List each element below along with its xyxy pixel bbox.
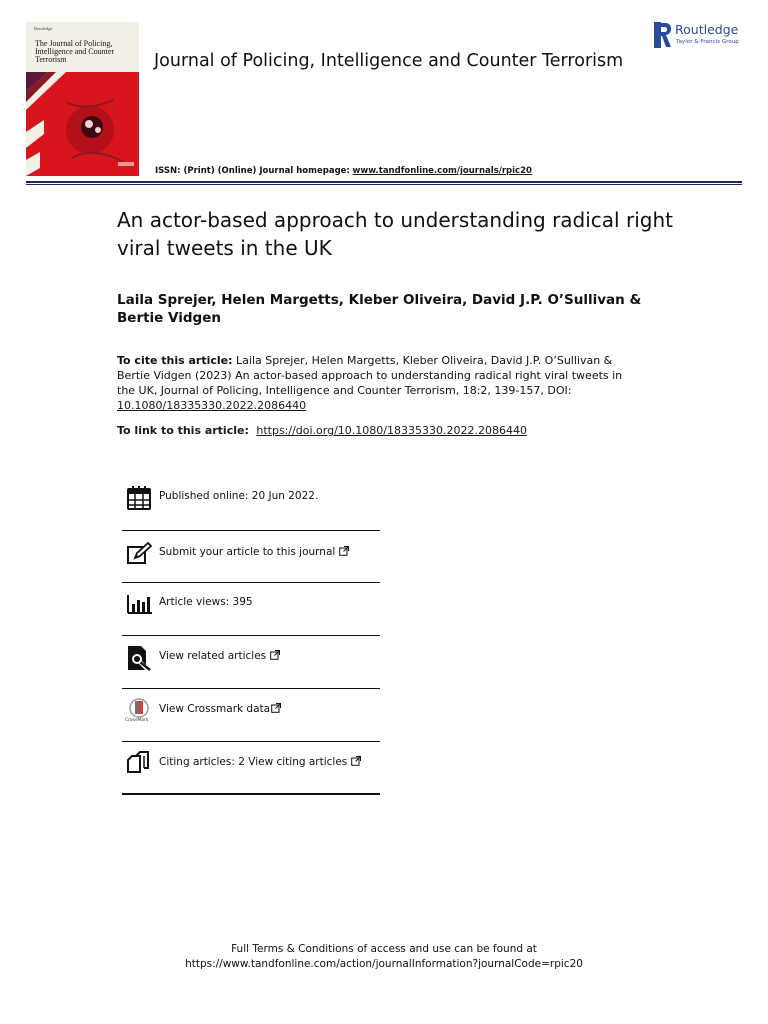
journal-title[interactable]: Journal of Policing, Intelligence and Counter Terrorism — [154, 51, 624, 71]
article-link-line — [117, 423, 527, 438]
info-divider — [122, 688, 380, 689]
terms-url[interactable]: https://www.tandfonline.com/action/journalInformation?journalCode=rpic20 — [185, 958, 583, 970]
search-document-icon — [126, 645, 152, 671]
published-online-text: Published online: 20 Jun 2022. — [159, 490, 319, 502]
cite-label: To cite this article: — [117, 354, 233, 367]
crossmark-row[interactable] — [122, 691, 380, 729]
published-online-row — [122, 478, 380, 516]
citing-articles-link[interactable]: Citing articles: 2 View citing articles — [159, 756, 361, 768]
citing-articles-icon — [126, 751, 152, 777]
cite-doi-link[interactable]: 10.1080/18335330.2022.2086440 — [117, 399, 307, 412]
cover-publisher: Routledge — [34, 26, 53, 31]
routledge-r-icon — [654, 22, 672, 48]
info-divider — [122, 793, 380, 795]
publisher-name: Routledge — [675, 22, 739, 37]
related-articles-link[interactable]: View related articles — [159, 650, 280, 662]
external-link-icon — [339, 546, 349, 556]
related-articles-row[interactable] — [122, 638, 380, 676]
crossmark-link[interactable]: View Crossmark data — [159, 703, 281, 715]
cover-title: The Journal of Policing, Intelligence and Counter Terrorism — [35, 39, 115, 64]
citation-block — [117, 353, 637, 413]
info-divider — [122, 741, 380, 742]
article-views-row — [122, 584, 380, 622]
submit-article-row[interactable] — [122, 534, 380, 572]
header-divider — [26, 181, 742, 183]
info-divider — [122, 530, 380, 531]
info-divider — [122, 582, 380, 583]
crossmark-icon-label: CrossMark — [125, 718, 149, 723]
terms-line: Full Terms & Conditions of access and use can be found at — [231, 943, 537, 955]
cite-text: Laila Sprejer, Helen Margetts, Kleber Oliveira, David J.P. O’Sullivan & Bertie Vidgen (2023) An actor-based approach to understanding radical right viral tweets in the UK, Journal of Policing, Intelligence and Counter Terrorism, 18:2, 139-157, DOI: — [117, 354, 623, 397]
issn-label: ISSN: (Print) (Online) Journal homepage: — [155, 166, 350, 176]
cover-artwork — [26, 72, 139, 176]
link-label: To link to this article: — [117, 424, 249, 437]
calendar-icon — [126, 485, 152, 511]
article-doi-link[interactable]: https://doi.org/10.1080/18335330.2022.2086440 — [256, 424, 527, 437]
article-authors: Laila Sprejer, Helen Margetts, Kleber Oliveira, David J.P. O’Sullivan & Bertie Vidgen — [117, 292, 642, 326]
journal-cover-image — [26, 22, 139, 176]
article-views-text: Article views: 395 — [159, 596, 253, 608]
citing-articles-row[interactable] — [122, 744, 380, 782]
bar-chart-icon — [126, 591, 152, 617]
routledge-logo — [654, 22, 746, 48]
terms-footer — [0, 942, 768, 972]
publisher-subtitle: Taylor & Francis Group — [676, 39, 739, 45]
submit-article-link[interactable]: Submit your article to this journal — [159, 546, 349, 558]
external-link-icon — [270, 650, 280, 660]
header-divider-thin — [26, 184, 742, 185]
external-link-icon — [271, 703, 281, 713]
external-link-icon — [351, 756, 361, 766]
journal-homepage-link[interactable]: www.tandfonline.com/journals/rpic20 — [352, 166, 532, 176]
issn-line — [155, 166, 532, 176]
article-title: An actor-based approach to understanding radical right viral tweets in the UK — [117, 208, 673, 260]
edit-icon — [126, 541, 152, 567]
info-divider — [122, 635, 380, 636]
